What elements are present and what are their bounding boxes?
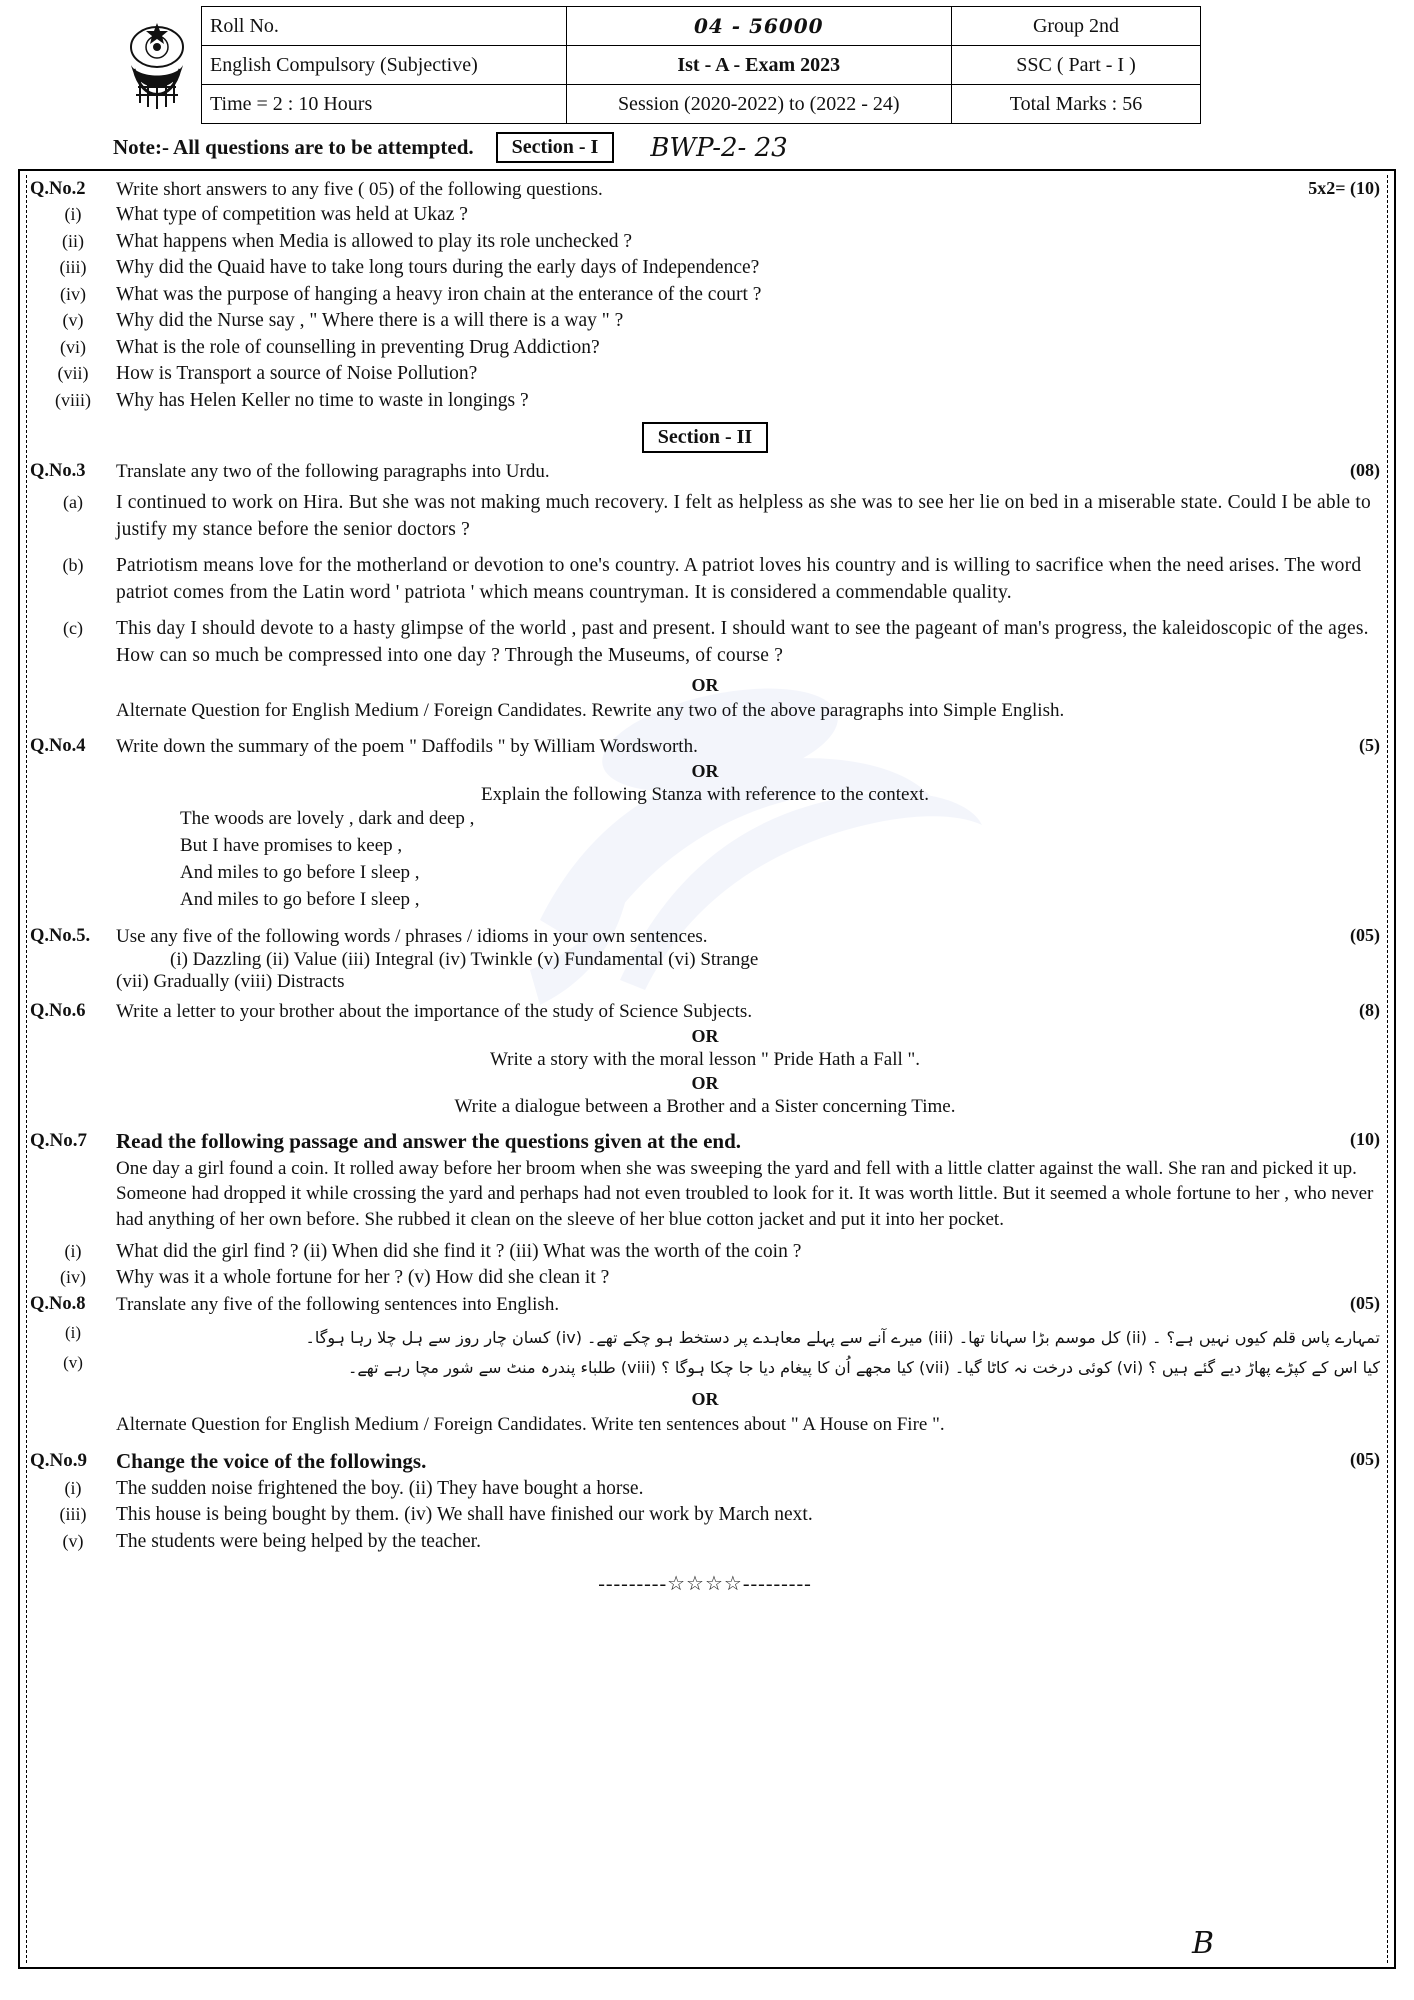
q3-para (30, 616, 1380, 669)
q3-alternate: Alternate Question for English Medium / Foreign Candidates. Rewrite any two of the above paragraphs into Simple English. (116, 700, 1065, 722)
q2-item-number: (viii) (55, 389, 91, 410)
q2-item (30, 361, 1380, 388)
q7-marks: (10) (1350, 1128, 1380, 1149)
q4-stanza-line: And miles to go before I sleep , (180, 861, 420, 883)
q2-item-number: (vii) (57, 363, 89, 384)
q3-or: OR (691, 675, 719, 696)
total-marks-cell: Total Marks : 56 (952, 85, 1201, 124)
q2-item-number: (vi) (60, 336, 86, 357)
q6-alternate-1: Write a story with the moral lesson " Pride Hath a Fall ". (489, 1048, 921, 1070)
q7-question-text: Why was it a whole fortune for her ? (v) How did she clean it ? (116, 1267, 610, 1289)
paper-code-handwritten: BWP-2- 23 (650, 132, 788, 163)
q2-item-text: How is Transport a source of Noise Pollution? (116, 363, 478, 385)
question-4 (30, 734, 1380, 759)
q7-question-number: (i) (64, 1240, 82, 1261)
board-crest-icon (113, 6, 201, 124)
q2-item-text: What type of competition was held at Ukaz ? (116, 204, 468, 226)
q9-item (30, 1476, 1380, 1503)
q7-question-number: (iv) (60, 1267, 86, 1288)
roll-no-cell (202, 7, 567, 46)
q2-item-text: Why has Helen Keller no time to waste in longings ? (116, 389, 529, 411)
q2-item-text: Why did the Quaid have to take long tours during the early days of Independence? (116, 257, 760, 279)
class-cell: SSC ( Part - I ) (952, 46, 1201, 85)
q2-item-text: What is the role of counselling in preventing Drug Addiction? (116, 336, 600, 358)
q5-words-line-2: (vii) Gradually (viii) Distracts (116, 970, 345, 992)
q7-number: Q.No.7 (30, 1129, 87, 1151)
q4-stanza-line: But I have promises to keep , (180, 834, 403, 856)
q3-marks: (08) (1350, 460, 1380, 481)
note-row (113, 132, 1396, 163)
q2-marks: 5x2= (10) (1308, 178, 1380, 198)
q9-item-number: (v) (62, 1530, 84, 1551)
group-cell: Group 2nd (952, 7, 1201, 46)
question-2 (30, 177, 1380, 202)
section-two-badge: Section - II (642, 422, 768, 453)
q5-marks: (05) (1350, 924, 1380, 945)
q4-explain: Explain the following Stanza with reference to the context. (481, 783, 929, 805)
q6-text: Write a letter to your brother about the importance of the study of Science Subjects. (116, 1000, 753, 1022)
header-block (113, 6, 1396, 124)
q4-stanza-line: The woods are lovely , dark and deep , (180, 807, 475, 829)
q4-number: Q.No.4 (30, 735, 86, 756)
q2-item (30, 202, 1380, 229)
note-text: Note:- All questions are to be attempted. (113, 135, 474, 159)
examiner-signature: B (1191, 1926, 1214, 1961)
q2-number: Q.No.2 (30, 179, 86, 199)
roll-no-value: 04 - 56000 (566, 7, 952, 46)
q3-para-label: (a) (63, 492, 83, 513)
q2-item-number: (v) (62, 310, 84, 331)
question-3 (30, 459, 1380, 484)
q8-marks: (05) (1350, 1292, 1380, 1313)
q7-text: Read the following passage and answer the questions given at the end. (116, 1128, 742, 1153)
q5-words-line-1: (i) Dazzling (ii) Value (iii) Integral (iv) Twinkle (v) Fundamental (vi) Strange (170, 948, 759, 970)
q8-urdu-label-2: (v) (63, 1353, 83, 1373)
q5-text: Use any five of the following words / phrases / idioms in your own sentences. (116, 925, 708, 947)
time-cell: Time = 2 : 10 Hours (202, 85, 567, 124)
q8-urdu-row (30, 1353, 1380, 1383)
q2-item-text: Why did the Nurse say , " Where there is a will there is a way " ? (116, 310, 624, 332)
q2-item (30, 255, 1380, 282)
question-6 (30, 999, 1380, 1024)
q2-item-number: (iv) (60, 283, 86, 304)
q8-urdu-row (30, 1323, 1380, 1353)
q7-question-text: What did the girl find ? (ii) When did she find it ? (iii) What was the worth of the coin ? (116, 1240, 802, 1262)
q8-number: Q.No.8 (30, 1293, 86, 1314)
q8-or: OR (691, 1389, 719, 1410)
question-5 (30, 924, 1380, 949)
q6-marks: (8) (1359, 999, 1380, 1020)
q5-number: Q.No.5. (30, 925, 91, 946)
q6-number: Q.No.6 (30, 1000, 86, 1021)
question-9 (30, 1448, 1380, 1476)
q3-para-text: This day I should devote to a hasty glimpse of the world , past and present. I should want to see the pageant of man's progress, the kaleidoscopic of the ages. How can so much be compressed into one day ? Through the Museums, of course ? (116, 618, 1369, 666)
q8-text: Translate any five of the following sentences into English. (116, 1293, 560, 1315)
q6-alternate-2: Write a dialogue between a Brother and a Sister concerning Time. (454, 1095, 956, 1117)
q9-item (30, 1502, 1380, 1529)
q6-or-1: OR (691, 1025, 719, 1046)
q9-number: Q.No.9 (30, 1449, 87, 1471)
q9-marks: (05) (1350, 1448, 1380, 1469)
q2-item-number: (i) (64, 204, 82, 225)
section-two-row (30, 422, 1380, 453)
q4-stanza-line: And miles to go before I sleep , (180, 888, 420, 910)
question-8 (30, 1292, 1380, 1317)
questions-body (18, 169, 1396, 1969)
q8-urdu-label-1: (i) (64, 1322, 82, 1342)
q3-para-text: I continued to work on Hira. But she was not making much recovery. I felt as helpless as she was to see her lie on bed in a miserable state. Could I be able to justify my stance before the senior doctors ? (116, 492, 1371, 540)
q3-para-text: Patriotism means love for the motherland or devotion to one's country. A patriot loves his country and is willing to sacrifice when the need arises. The word patriot comes from the Latin word ' patriota ' which means countryman. It is considered a commendable quality. (116, 555, 1362, 603)
q2-text: Write short answers to any five ( 05) of the following questions. (116, 179, 603, 200)
q7-question (30, 1265, 1380, 1292)
q7-passage: One day a girl found a coin. It rolled away before her broom when she was sweeping the yard and fell with a little clatter against the wall. She ran and picked it up. Someone had dropped it while crossing the yard and perhaps had not even troubled to look for it. It was worth little. But it seemed a whole fortune to her , who never had anything of her own before. She rubbed it clean on the sleeve of her blue cotton jacket and put it into her pocket. (116, 1157, 1374, 1230)
q8-urdu-line-2: کیا اس کے کپڑے پھاڑ دیے گئے ہیں ؟ (vi) کوئی درخت نہ کاٹا گیا۔ (vii) کیا مجھے اُن کا پیغام دیا جا چکا ہوگا ؟ (viii) طلباء پندرہ منٹ سے شور مچا رہے تھے۔ (348, 1358, 1380, 1378)
q3-para (30, 490, 1380, 543)
q2-item (30, 308, 1380, 335)
q9-item-text: The sudden noise frightened the boy. (ii) They have bought a horse. (116, 1477, 644, 1499)
q9-item-text: The students were being helped by the teacher. (116, 1530, 481, 1552)
q2-item-text: What happens when Media is allowed to play its role unchecked ? (116, 230, 633, 252)
q3-para (30, 553, 1380, 606)
q2-item (30, 335, 1380, 362)
q3-para-label: (c) (63, 618, 83, 639)
exam-cell: Ist - A - Exam 2023 (566, 46, 952, 85)
roll-no-label: Roll No. (210, 14, 279, 37)
q8-urdu-line-1: تمہارے پاس قلم کیوں نہیں ہے؟ ۔ (ii) کل موسم بڑا سہانا تھا۔ (iii) میرے آنے سے پہلے معاہدے پر دستخط ہو چکے تھے۔ (iv) کسان چار روز سے ہل چلا رہا ہوگا۔ (305, 1327, 1380, 1347)
q9-item-number: (i) (64, 1477, 82, 1498)
section-one-badge: Section - I (496, 132, 615, 163)
footer-decoration: ---------☆☆☆☆--------- (598, 1573, 812, 1596)
q4-marks: (5) (1359, 734, 1380, 755)
q4-or: OR (691, 760, 719, 781)
q9-item-text: This house is being bought by them. (iv) We shall have finished our work by March next. (116, 1504, 813, 1526)
subject-cell: English Compulsory (Subjective) (202, 46, 567, 85)
header-table (201, 6, 1201, 124)
q3-para-label: (b) (62, 555, 84, 576)
q2-item (30, 229, 1380, 256)
q4-text: Write down the summary of the poem " Daffodils " by William Wordsworth. (116, 735, 698, 757)
q2-item-text: What was the purpose of hanging a heavy iron chain at the enterance of the court ? (116, 283, 762, 305)
q3-text: Translate any two of the following paragraphs into Urdu. (116, 461, 550, 483)
q9-item-number: (iii) (59, 1504, 87, 1525)
q2-item (30, 388, 1380, 415)
q2-item (30, 282, 1380, 309)
q2-item-number: (iii) (59, 257, 87, 278)
q6-or-2: OR (691, 1072, 719, 1093)
q2-item-number: (ii) (62, 230, 84, 251)
q9-item (30, 1529, 1380, 1556)
q8-alternate: Alternate Question for English Medium / Foreign Candidates. Write ten sentences about " A House on Fire ". (116, 1414, 945, 1436)
session-cell: Session (2020-2022) to (2022 - 24) (566, 85, 952, 124)
q7-question (30, 1239, 1380, 1266)
q9-text: Change the voice of the followings. (116, 1448, 427, 1473)
q3-number: Q.No.3 (30, 461, 86, 482)
question-7 (30, 1128, 1380, 1156)
